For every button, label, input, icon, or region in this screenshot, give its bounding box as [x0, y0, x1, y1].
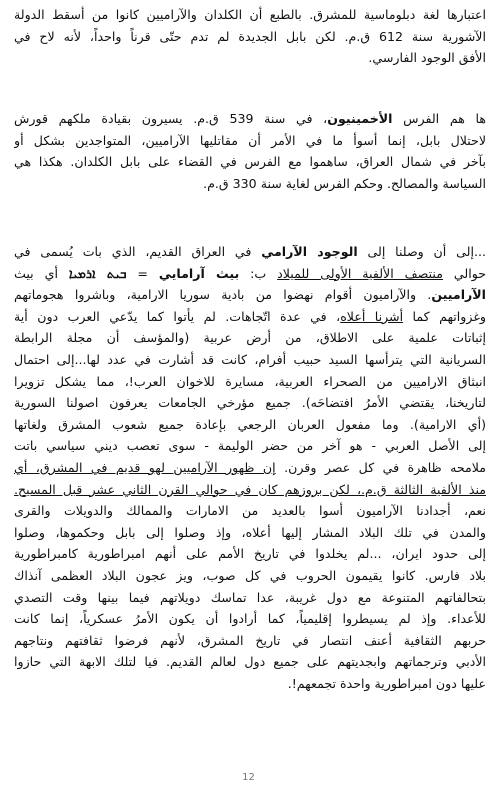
text-span: حوالي: [442, 265, 486, 281]
text-line: الآشورية سنة 612 ق.م. لكن بابل الجديدة لم تدم حتّى قرناً واحداً، لأنه لاح في: [14, 28, 486, 44]
underlined-text: منتصف الألفية الأولى للميلاد: [277, 265, 443, 281]
text-span: ...إلى أن وصلنا إلى: [357, 244, 486, 259]
underlined-text: أشرنا أعلاه: [340, 308, 404, 324]
syriac-text: ܒܝܬ ܐܪܡܝܐ: [68, 265, 127, 281]
text-span: ب:: [239, 265, 278, 281]
text-line: (أي الارامية). وما مفعول العربان الرجعي بإعادة جميع شعوب المشرق ولغاتها: [14, 416, 486, 432]
text-line: حربهم الثقافية أعنف انتصار في تاريخ المشرق، لأنهم فرضوا ثقافتهم ونتاجهم: [14, 632, 486, 648]
underlined-text: إن ظهور الآراميين لهو قديم في المشرق، أي: [14, 459, 276, 475]
text-line: إثباتات علمية على الاطلاق، من أرض عربية (والمؤسف أن مجلة الرابطة: [14, 330, 486, 346]
page-number: 12: [242, 772, 255, 783]
text-span: =: [126, 265, 159, 281]
text-line: لاحتلال بابل، إنما أسوأ ما في الأمر أن مقاتليها الآراميين، المتواجدين بشكل أو: [14, 132, 486, 148]
text-line: [14, 306, 486, 328]
text-line: [14, 241, 486, 263]
text-line: إلى حدود ايران، ...لم يخلدوا في تاريخ الأمم على أنهم امبراطورية كامبراطورية: [14, 546, 486, 562]
text-line: [14, 284, 486, 306]
bold-text: الآراميين: [431, 287, 486, 303]
text-span: . والآراميون أقوام نهضوا من بادية سوريا الارامية، وباشروا هجوماتهم: [14, 287, 432, 303]
text-line: الأفق الوجود الفارسي.: [368, 50, 486, 66]
text-line: نعم، أجدادنا الآراميون أسوا بالعديد من الامارات والممالك والدويلات والقرى: [14, 503, 486, 519]
text-span: ، في سنة 539 ق.م. يسيرون بقيادة ملكهم قورش: [14, 111, 328, 126]
underlined-text: منذ الألفية الثالثة ق.م.، لكن بروزهم كان في حوالي القرن الثاني عشر قبل المسيح.: [14, 481, 486, 497]
paragraph-babylon: [14, 4, 486, 69]
text-line: عليها دون امبراطورية واحدة تجمعهم!.: [287, 675, 486, 691]
bold-text: بيث آرامايي: [158, 265, 240, 281]
text-span: في العراق القديم، الذي بات يُسمى في: [14, 244, 262, 259]
text-line: بلاد فارس. كانوا يقيمون الحروب في كل صوب، ويز عجون البلاد العظمى آنذاك: [14, 567, 486, 583]
bold-text: الأخمينيون: [327, 111, 393, 126]
text-span: ملامحه ظاهرة في كل عصر وقرن.: [275, 459, 486, 475]
text-line: لتاريخنا، يقتضي الأمرُ افتضاحَه). جميع مؤرخي الجامعات يعرفون اصولنا السورية: [14, 395, 486, 411]
text-line: [14, 108, 486, 130]
text-span: ، في عدة اتّجاهات. لم يأتوا كما يدّعي العرب دون أية: [14, 308, 341, 324]
text-span: ها هم الفرس: [392, 111, 486, 126]
text-span: أي بيث: [14, 265, 69, 281]
text-line: انبثاق الاراميين من الصحراء العربية، مسايرة للاخوان العرب!، مما يشكل تزويرا: [14, 373, 486, 389]
bold-text: الوجود الآرامي: [261, 244, 358, 259]
text-line: السياسة والمصالح. وحكم الفرس لغاية سنة 330 ق.م.: [203, 175, 486, 191]
text-line: الأدبي وترجماتهم وابجديتهم على جميع دول لعالم القديم. فيا لتلك الابهة التي حازوا: [14, 654, 486, 670]
text-line: إلى الأصل العربي - هو آخر من حضر الوليمة - سوى تعصب ديني سياسي باتت: [14, 438, 486, 454]
text-line: السريانية التي يترأسها السيد حبيب أفرام، كانت قد أشارت في عدد لها...إلى احتمال: [14, 351, 486, 367]
text-line: والمدن في تلك البلاد المشار إليها أعلاه، وإذ وصلوا إلى بابل وحكموها، وصلوا: [14, 524, 486, 540]
text-line: [14, 263, 486, 285]
text-line: اعتبارها لغة دبلوماسية للمشرق. بالطبع أن الكلدان والآراميين كانوا من أسقط الدولة: [14, 7, 486, 22]
text-span: وغزواتهم كما: [403, 308, 486, 324]
text-line: بتحالفاتهم المتنوعة مع دول غريبة، عدا تماسك دويلاتهم فيما بينها وقت التصدي: [14, 589, 486, 605]
text-line: بآخر في شمال العراق، ساهموا مع الفرس في القضاء على بابل الكلدان. هكذا هي: [14, 154, 486, 170]
text-line: [14, 479, 486, 501]
paragraph-persians: [14, 108, 486, 194]
text-line: [14, 457, 486, 479]
paragraph-arameans: [14, 241, 486, 694]
text-line: للأعداء. وإذ لم يسيطروا إقليمياً، كما أرادوا أن يكون الأمرُ عسكرياً، إنما كانت: [14, 611, 486, 627]
